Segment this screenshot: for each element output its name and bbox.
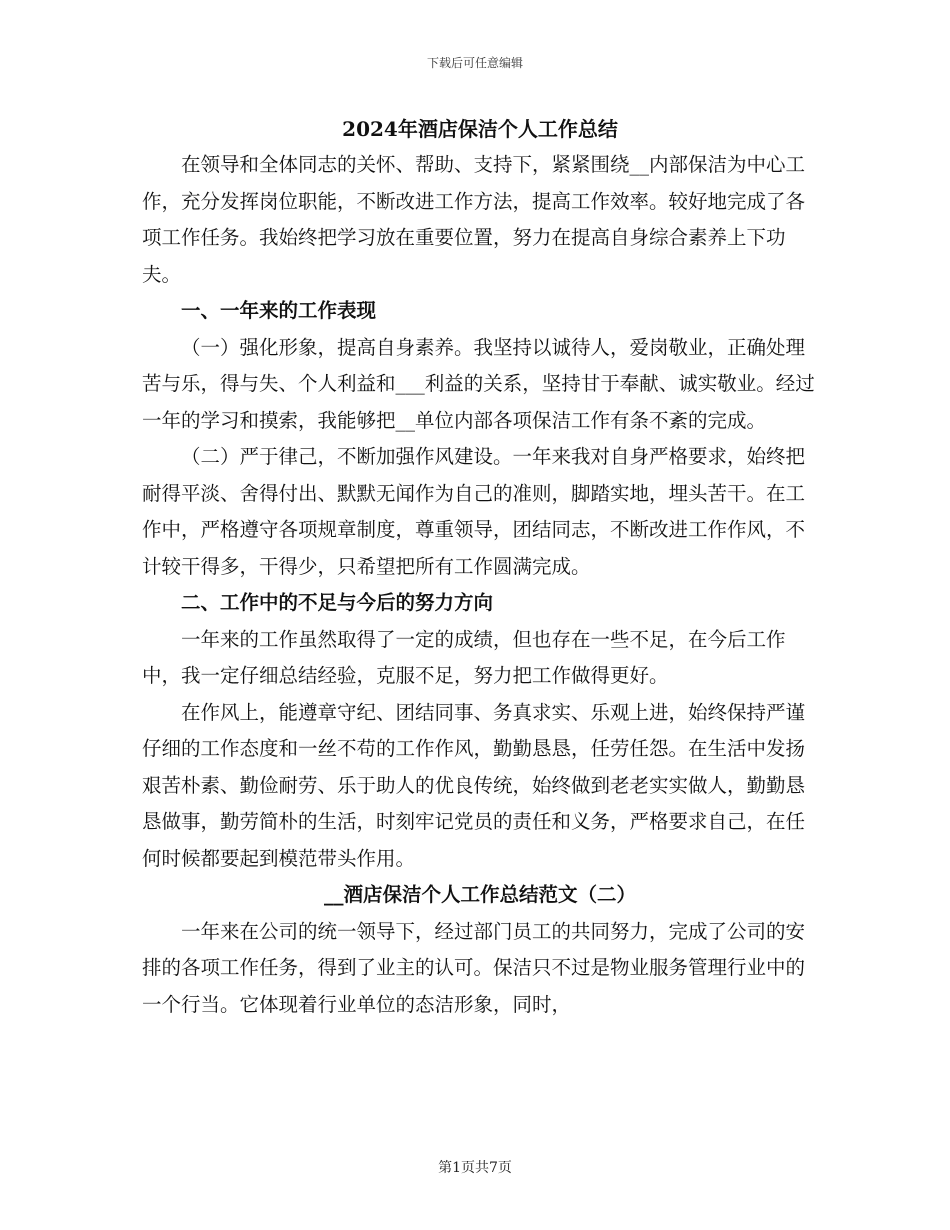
page-header-note: 下载后可任意编辑 bbox=[426, 56, 523, 70]
section-2-paragraph-2: 在作风上，能遵章守纪、团结同事、务真求实、乐观上进，始终保持严谨仔细的工作态度和一丝不苟的工作作风，勤勤恳恳，任劳任怨。在生活中发扬艰苦朴素、勤俭耐劳、乐于助人的优良传统，始终做到老老实实做人，勤勤恳恳做事，勤劳简朴的生活，时刻牢记党员的责任和义务，严格要求自己，在任何时候都要起到模范带头作用。 bbox=[142, 700, 806, 870]
section-1-paragraph-1: （一）强化形象，提高自身素养。我坚持以诚待人，爱岗敬业，正确处理苦与乐，得与失、个人利益和___利益的关系，坚持甘于奉献、诚实敬业。经过一年的学习和摸索，我能够把__单位内部各项保洁工作有条不紊的完成。 bbox=[142, 335, 815, 432]
intro-paragraph: 在领导和全体同志的关怀、帮助、支持下，紧紧围绕__内部保洁为中心工作，充分发挥岗位职能，不断改进工作方法，提高工作效率。较好地完成了各项工作任务。我始终把学习放在重要位置，努力在提高自身综合素养上下功夫。 bbox=[142, 153, 806, 286]
part-2-subtitle: __酒店保洁个人工作总结范文（二） bbox=[323, 883, 636, 906]
section-1-paragraph-2: （二）严于律己，不断加强作风建设。一年来我对自身严格要求，始终把耐得平淡、舍得付出、默默无闻作为自己的准则，脚踏实地，埋头苦干。在工作中，严格遵守各项规章制度，尊重领导，团结同志，不断改进工作作风，不计较干得多，干得少，只希望把所有工作圆满完成。 bbox=[142, 445, 806, 578]
document-body bbox=[142, 111, 818, 1023]
section-2-paragraph-1: 一年来的工作虽然取得了一定的成绩，但也存在一些不足，在今后工作中，我一定仔细总结经验，克服不足，努力把工作做得更好。 bbox=[142, 627, 786, 687]
section-2-heading: 二、工作中的不足与今后的努力方向 bbox=[181, 591, 494, 614]
part-2-paragraph-1: 一年来在公司的统一领导下，经过部门员工的共同努力，完成了公司的安排的各项工作任务，得到了业主的认可。保洁只不过是物业服务管理行业中的一个行当。它体现着行业单位的态洁形象，同时， bbox=[142, 919, 806, 1016]
document-title: 2024年酒店保洁个人工作总结 bbox=[342, 117, 618, 141]
section-1-heading: 一、一年来的工作表现 bbox=[181, 299, 377, 322]
page-footer-pagination: 第1页共7页 bbox=[438, 1160, 512, 1176]
